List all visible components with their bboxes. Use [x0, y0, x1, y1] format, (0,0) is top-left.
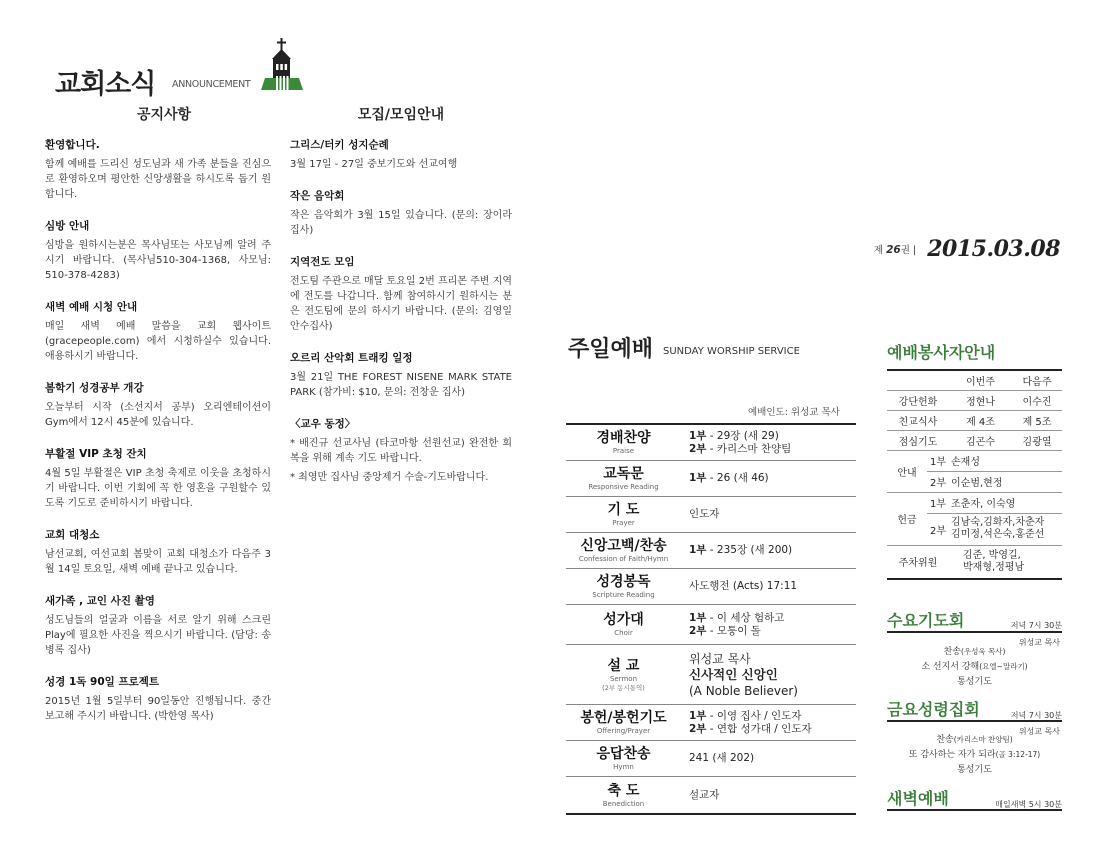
- notice-body: 남선교회, 여선교회 봄맞이 교회 대청소가 다음주 3월 14일 토요일, 새벽 예배 끝나고 있습니다.: [45, 549, 271, 575]
- recruit-column: [290, 138, 512, 502]
- church-icon: [261, 38, 303, 90]
- guide-names: 이순범,현정: [949, 471, 1062, 492]
- guide-row: [887, 450, 1062, 471]
- worship-item-en: Benediction: [602, 799, 645, 808]
- friday-title: 금요성령집회: [887, 700, 980, 719]
- offering-part: 1부: [927, 492, 949, 513]
- servant-next: 제 5조: [1012, 410, 1062, 430]
- recruit-title: 지역전도 모임: [290, 256, 355, 268]
- offering-names: 조춘자, 이숙영: [949, 492, 1062, 513]
- wednesday-hymn: 찬송(우성욱 목사): [943, 647, 1006, 657]
- recruit-item: [290, 351, 512, 400]
- worship-order-table: [566, 423, 856, 815]
- worship-item-content: 설교자: [689, 788, 720, 801]
- servants-row: [887, 390, 1062, 410]
- worship-item-kr: 설 교: [607, 657, 640, 674]
- recruit-body: 전도팀 주관으로 매달 토요일 2번 프리몬 주변 지역에 전도를 나갑니다. 함께 참여하시기 원하시는 분은 전도팀에 문의 하시기 바랍니다. (문의: 김영일 안수집사): [290, 276, 512, 332]
- wednesday-text: 소 선지서 강해(요엘~말라기): [921, 662, 1028, 672]
- recruit-heading: 모집/모임안내: [357, 107, 445, 123]
- offering-part: 2부: [927, 513, 949, 545]
- worship-item-en: Choir: [614, 629, 633, 637]
- worship-row: [566, 741, 856, 777]
- notice-body: 2015년 1월 5일부터 90일동안 진행됩니다. 중간 보고해 주시기 바랍니다. (박한영 목사): [45, 696, 271, 722]
- worship-row: [566, 533, 856, 569]
- notice-title: 환영합니다.: [45, 139, 100, 151]
- servant-this: 김곤수: [949, 430, 1012, 450]
- servant-role: 강단헌화: [887, 390, 949, 410]
- servant-role: 점심기도: [887, 430, 949, 450]
- worship-item-kr: 경배찬양: [596, 430, 651, 446]
- worship-item-en: Confession of Faith/Hymn: [578, 555, 669, 563]
- wednesday-rule: [887, 631, 1062, 633]
- notice-item: [45, 138, 271, 202]
- members-news-note: * 배진규 선교사님 (타코마항 선원선교) 완전한 회복을 위해 계속 기도 바랍니다.: [290, 438, 512, 464]
- worship-item-en: Scripture Reading: [592, 591, 655, 599]
- wednesday-closing: 통성기도: [957, 677, 992, 687]
- recruit-item: [290, 255, 512, 334]
- notice-body: 함께 예배를 드리신 성도님과 새 가족 분들을 진심으로 환영하오며 평안한 신앙생활을 하시도록 돕기 원합니다.: [45, 159, 271, 200]
- worship-item-kr: 기 도: [607, 502, 640, 518]
- page-subtitle: ANNOUNCEMENT: [172, 79, 251, 90]
- col-this-week: 이번주: [949, 370, 1012, 390]
- worship-item-kr: 성경봉독: [596, 574, 651, 590]
- servant-role: 친교식사: [887, 410, 949, 430]
- friday-preacher: 위성교 목사: [1018, 727, 1060, 736]
- offering-names: 김남숙,김화자,차춘자 김미정,석은숙,홍준선: [949, 513, 1062, 545]
- dawn-title: 새벽예배: [887, 789, 949, 808]
- worship-item-kr: 축 도: [607, 782, 640, 799]
- notice-item: [45, 300, 271, 364]
- worship-row: [566, 645, 856, 705]
- notice-title: 봄학기 성경공부 개강: [45, 382, 144, 394]
- notice-item: [45, 528, 271, 577]
- notice-item: [45, 381, 271, 430]
- recruit-body: 3월 21일 THE FOREST NISENE MARK STATE PARK (참가비: $10, 문의: 전창운 집사): [290, 372, 512, 398]
- worship-item-en: Hymn: [613, 763, 634, 771]
- notices-column: [45, 138, 271, 741]
- worship-item-content: 1부 - 이영 집사 / 인도자 2부 - 연합 성가대 / 인도자: [689, 709, 812, 735]
- offering-row: [887, 492, 1062, 513]
- worship-item-note: (2부 동시통역): [602, 683, 645, 692]
- guide-part: 1부: [927, 450, 949, 471]
- recruit-body: 작은 음악회가 3월 15일 있습니다. (문의: 장이라 집사): [290, 210, 512, 236]
- servants-table: [887, 369, 1062, 580]
- worship-item-content: 1부 - 26 (새 46): [689, 472, 769, 484]
- worship-item-kr: 교독문: [603, 466, 644, 482]
- friday-hymn: 찬송(카리스마 찬양팀): [936, 735, 1013, 745]
- worship-row: [566, 461, 856, 497]
- notice-item: [45, 675, 271, 724]
- worship-leader: 예배인도: 위성교 목사: [748, 407, 840, 418]
- worship-item-kr: 봉헌/봉헌기도: [580, 710, 667, 726]
- servant-this: 정현나: [949, 390, 1012, 410]
- servants-row: [887, 410, 1062, 430]
- worship-item-content: 1부 - 이 세상 험하고 2부 - 모퉁이 돌: [689, 611, 785, 637]
- notice-title: 새벽 예배 시청 안내: [45, 301, 138, 313]
- servants-title: 예배봉사자안내: [887, 343, 996, 362]
- worship-row: [566, 705, 856, 741]
- notice-body: 성도님들의 얼굴과 이름을 서로 알기 위해 스크린 Play에 필요한 사진을 찍으시기 바랍니다. (담당: 송병록 집사): [45, 615, 271, 656]
- notice-body: 4월 5일 부활절은 VIP 초청 축제로 이웃을 초청하시기 바랍니다. 이번 기회에 꼭 한 영혼을 구원할수 있도록 기도로 준비하시기 바랍니다.: [45, 468, 271, 509]
- notice-title: 성경 1독 90일 프로젝트: [45, 676, 160, 688]
- worship-title: 주일예배: [568, 337, 654, 362]
- guide-role: 안내: [887, 450, 927, 492]
- wednesday-title: 수요기도회: [887, 611, 965, 630]
- worship-row: [566, 569, 856, 605]
- recruit-title: 작은 음악회: [290, 190, 345, 202]
- issue-info: [874, 236, 1060, 262]
- friday-text: 또 감사하는 자가 되라(골 3:12-17): [908, 750, 1041, 760]
- worship-item-kr: 성가대: [603, 612, 644, 628]
- notice-item: [45, 219, 271, 283]
- recruit-item: [290, 189, 512, 238]
- notice-body: 오늘부터 시작 (소선지서 공부) 오리엔테이션이 Gym에서 12시 45분에 있습니다.: [45, 402, 271, 428]
- notices-heading: 공지사항: [136, 107, 192, 123]
- servant-next: 김광열: [1012, 430, 1062, 450]
- parking-role: 주차위원: [898, 558, 938, 570]
- worship-item-en: Responsive Reading: [588, 483, 659, 491]
- friday-time: 저녁 7시 30분: [1010, 711, 1062, 720]
- issue-date: 2015.03.08: [927, 236, 1060, 262]
- page-title: 교회소식: [55, 69, 156, 100]
- issue-volume: 제 26권 |: [873, 244, 917, 256]
- notice-title: 부활절 VIP 초청 잔치: [45, 448, 147, 460]
- worship-item-content: 사도행전 (Acts) 17:11: [689, 580, 798, 592]
- notice-title: 교회 대청소: [45, 529, 100, 541]
- worship-row: [566, 605, 856, 645]
- recruit-title: 그리스/터키 성지순례: [290, 139, 389, 151]
- worship-subtitle: SUNDAY WORSHIP SERVICE: [663, 346, 800, 357]
- members-news-note: * 최영만 집사님 중앙제거 수술-기도바랍니다.: [290, 472, 489, 483]
- recruit-item: [290, 138, 512, 172]
- guide-names: 손재성: [949, 450, 1062, 471]
- worship-item-en: Praise: [612, 447, 635, 455]
- parking-row: [887, 545, 1062, 579]
- worship-item-content: 241 (새 202): [689, 752, 755, 764]
- worship-item-content: 1부 - 235장 (새 200): [689, 544, 793, 556]
- guide-part: 2부: [927, 471, 949, 492]
- parking-names: 김준, 박영길, 박재형,정평남: [963, 549, 1025, 573]
- servants-row: [887, 430, 1062, 450]
- servant-next: 이수진: [1012, 390, 1062, 410]
- worship-item-en: Prayer: [612, 519, 635, 527]
- members-news-title: 〈교우 동정〉: [290, 418, 356, 430]
- servants-header-row: [887, 370, 1062, 390]
- notice-body: 심방을 원하시는분은 목사님또는 사모님께 알려 주시기 바랍니다. (목사님510-304-1368, 사모님: 510-378-4283): [45, 240, 271, 281]
- notice-body: 매일 새벽 예배 말씀을 교회 웹사이트 (gracepeople.com) 에서 시청하실수 있습니다. 애용하시기 바랍니다.: [45, 321, 271, 362]
- wednesday-time: 저녁 7시 30분: [1010, 621, 1062, 630]
- worship-item-content: 위성교 목사 신사적인 신앙인 (A Noble Believer): [689, 651, 798, 698]
- worship-row: [566, 497, 856, 533]
- worship-item-content: 1부 - 29장 (새 29) 2부 - 카리스마 찬양팀: [689, 429, 792, 455]
- worship-item-en: Offering/Prayer: [596, 727, 651, 735]
- wednesday-preacher: 위성교 목사: [1018, 638, 1060, 647]
- notice-title: 심방 안내: [45, 220, 90, 232]
- notice-item: [45, 594, 271, 658]
- worship-row: [566, 777, 856, 813]
- worship-row: [566, 425, 856, 461]
- recruit-title: 오르리 산악회 트래킹 일정: [290, 352, 413, 364]
- servant-this: 제 4조: [949, 410, 1012, 430]
- offering-role: 헌금: [887, 492, 927, 545]
- worship-item-content: 인도자: [689, 508, 720, 520]
- worship-item-kr: 신앙고백/찬송: [580, 538, 667, 554]
- friday-closing: 통성기도: [957, 765, 992, 775]
- members-news: [290, 417, 512, 485]
- worship-item-kr: 응답찬송: [596, 746, 651, 762]
- recruit-body: 3월 17일 - 27일 중보기도와 선교여행: [290, 159, 458, 170]
- col-next-week: 다음주: [1012, 370, 1062, 390]
- notice-title: 새가족 , 교인 사진 촬영: [45, 595, 155, 607]
- worship-item-en: Sermon: [609, 674, 638, 683]
- notice-item: [45, 447, 271, 511]
- dawn-time: 매일새벽 5시 30분: [995, 800, 1062, 809]
